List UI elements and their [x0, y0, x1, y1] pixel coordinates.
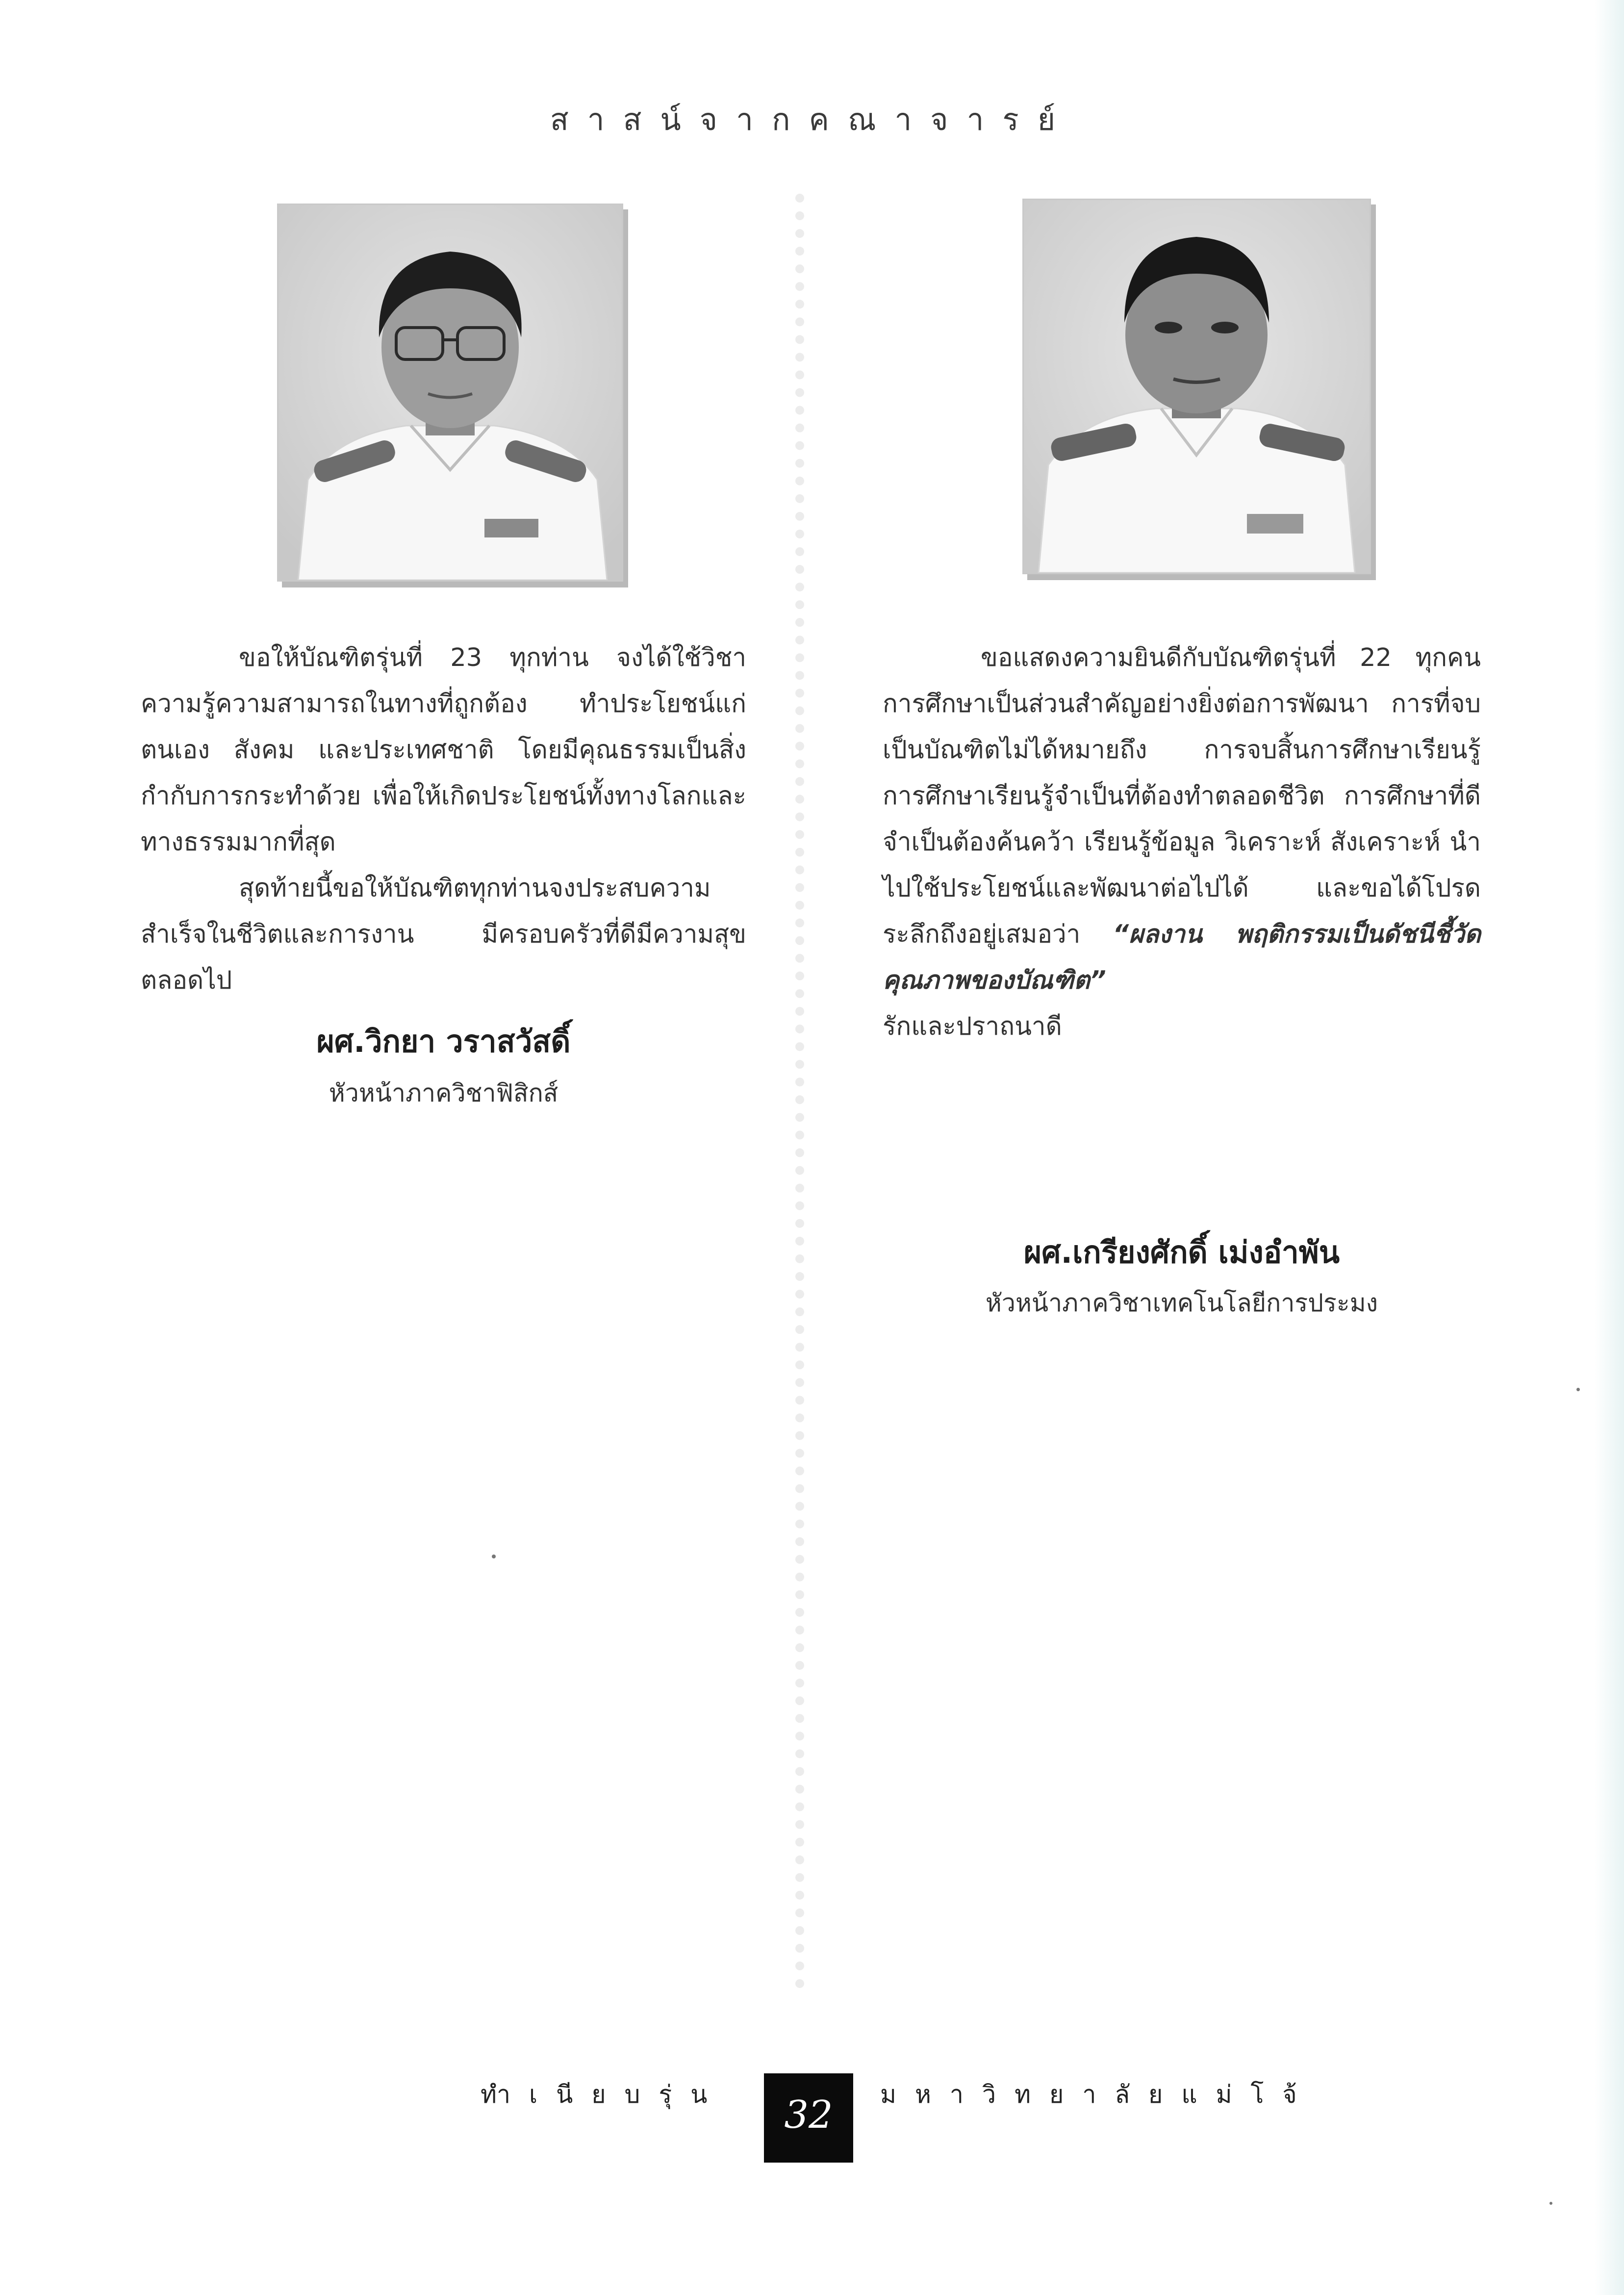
right-paragraph-1-text: ขอแสดงความยินดีกับบัณฑิตรุ่นที่ 22 ทุกคน การศึกษาเป็นส่วนสำคัญอย่างยิ่งต่อการพัฒนา การที่จบเป็นบัณฑิตไม่ได้หมายถึง การจบสิ้นการศึกษาเรียนรู้ การศึกษาเรียนรู้จำเป็นที่ต้องทำตลอดชีวิต การศึกษาที่ดีจำเป็นต้องค้นคว้า เรียนรู้ข้อมูล วิเคราะห์ สังเคราะห์ นำไปใช้ประโยชน์และพัฒนาต่อไปได้ และขอได้โปรด ระลึกถึงอยู่เสมอว่า — [883, 643, 1481, 949]
right-closing: รักและปราถนาดี — [883, 1012, 1062, 1041]
scan-speck — [1576, 1388, 1580, 1391]
column-divider — [795, 194, 804, 1989]
right-quote: “ผลงาน พฤติกรรมเป็นดัชนีชี้วัดคุณภาพของบัณฑิต” — [883, 920, 1481, 995]
right-message-column — [883, 635, 1481, 1050]
footer-right-text: มหาวิทยาลัยแม่โจ้ — [880, 2080, 1316, 2109]
portrait-photo-left — [277, 204, 623, 582]
page-edge-tint — [1595, 0, 1624, 2295]
page-number-box — [764, 2073, 853, 2163]
footer-left-text: ทำเนียบรุ่น — [481, 2080, 726, 2109]
page-header-title: สาสน์จากคณาจารย์ — [550, 102, 1074, 137]
scan-speck — [492, 1555, 496, 1558]
right-signature-name: ผศ.เกรียงศักดิ์ เม่งอำพัน — [1023, 1234, 1340, 1270]
left-paragraph-2: สุดท้ายนี้ขอให้บัณฑิตทุกท่านจงประสบความสำเร็จในชีวิตและการงาน มีครอบครัวที่ดีมีความสุขตลอดไป — [141, 874, 746, 995]
right-paragraph-1 — [883, 635, 1481, 1004]
left-message-column — [141, 635, 746, 1004]
left-paragraph-1: ขอให้บัณฑิตรุ่นที่ 23 ทุกท่าน จงได้ใช้วิชาความรู้ความสามารถในทางที่ถูกต้อง ทำประโยชน์แก่ตนเอง สังคม และประเทศชาติ โดยมีคุณธรรมเป็นสิ่งกำกับการกระทำด้วย เพื่อให้เกิดประโยชน์ทั้งทางโลกและทางธรรมมากที่สุด — [141, 643, 746, 857]
portrait-photo-right — [1022, 199, 1371, 574]
left-signature-name: ผศ.วิกยา วราสวัสดิ์ — [316, 1023, 571, 1059]
portrait-left-image — [279, 205, 622, 580]
page-number: 32 — [784, 2093, 833, 2137]
left-signature-title: หัวหน้าภาควิชาฟิสิกส์ — [329, 1079, 558, 1107]
portrait-right-image — [1024, 200, 1370, 573]
right-signature-title: หัวหน้าภาควิชาเทคโนโลยีการประมง — [985, 1289, 1378, 1317]
scan-speck — [1549, 2202, 1552, 2205]
